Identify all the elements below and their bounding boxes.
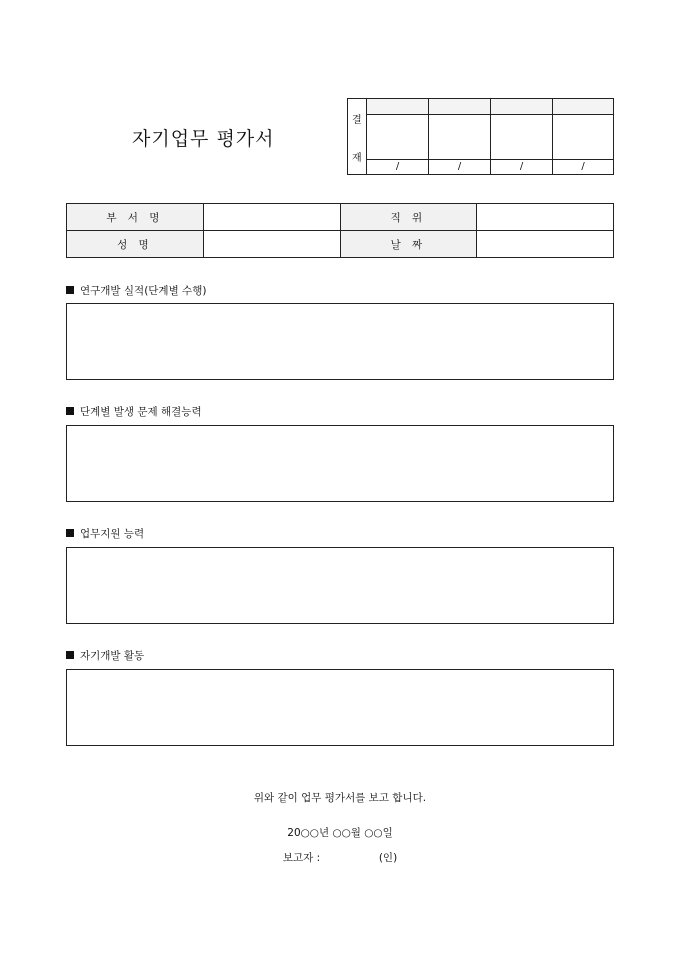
section-heading (66, 648, 144, 663)
section-heading-text: 업무지원 능력 (80, 528, 145, 540)
approval-role-cell[interactable] (367, 99, 428, 115)
department-field[interactable] (203, 204, 340, 231)
approval-date-cell[interactable]: / (553, 159, 613, 174)
section-heading (66, 404, 202, 419)
approval-column[interactable] (553, 99, 613, 174)
seal-mark: (인) (378, 852, 398, 864)
reporter-line (0, 850, 680, 865)
approval-column[interactable] (429, 99, 491, 174)
self-development-box[interactable] (66, 669, 614, 746)
approval-date-cell[interactable]: / (491, 159, 552, 174)
section-heading (66, 283, 206, 298)
research-performance-box[interactable] (66, 303, 614, 380)
table-row (67, 204, 614, 231)
date-label: 날 짜 (340, 231, 477, 258)
name-label: 성 명 (67, 231, 204, 258)
square-bullet-icon (66, 651, 74, 659)
date-field[interactable] (477, 231, 614, 258)
section-heading-text: 단계별 발생 문제 해결능력 (80, 406, 202, 418)
square-bullet-icon (66, 529, 74, 537)
section-heading-text: 연구개발 실적(단계별 수행) (80, 285, 207, 297)
position-label: 직 위 (340, 204, 477, 231)
department-label: 부 서 명 (67, 204, 204, 231)
approval-column[interactable] (491, 99, 553, 174)
section-heading-text: 자기개발 활동 (80, 650, 145, 662)
approval-column[interactable] (367, 99, 429, 174)
approval-label-top: 결 (352, 115, 362, 126)
approval-label-bottom: 재 (352, 153, 362, 164)
report-statement: 위와 같이 업무 평가서를 보고 합니다. (253, 792, 427, 804)
name-field[interactable] (203, 231, 340, 258)
approval-label (348, 99, 367, 174)
approval-date-cell[interactable]: / (429, 159, 490, 174)
approval-role-cell[interactable] (553, 99, 613, 115)
document-title: 자기업무 평가서 (132, 128, 275, 150)
position-field[interactable] (477, 204, 614, 231)
work-support-box[interactable] (66, 547, 614, 624)
report-date: 20○○년 ○○월 ○○일 (287, 827, 393, 839)
approval-role-cell[interactable] (429, 99, 490, 115)
reporter-label: 보고자 : (282, 852, 321, 864)
square-bullet-icon (66, 286, 74, 294)
approval-box (347, 98, 614, 175)
problem-solving-box[interactable] (66, 425, 614, 502)
table-row (67, 231, 614, 258)
approval-role-cell[interactable] (491, 99, 552, 115)
square-bullet-icon (66, 407, 74, 415)
info-table (66, 203, 614, 258)
approval-date-cell[interactable]: / (367, 159, 428, 174)
section-heading (66, 526, 144, 541)
